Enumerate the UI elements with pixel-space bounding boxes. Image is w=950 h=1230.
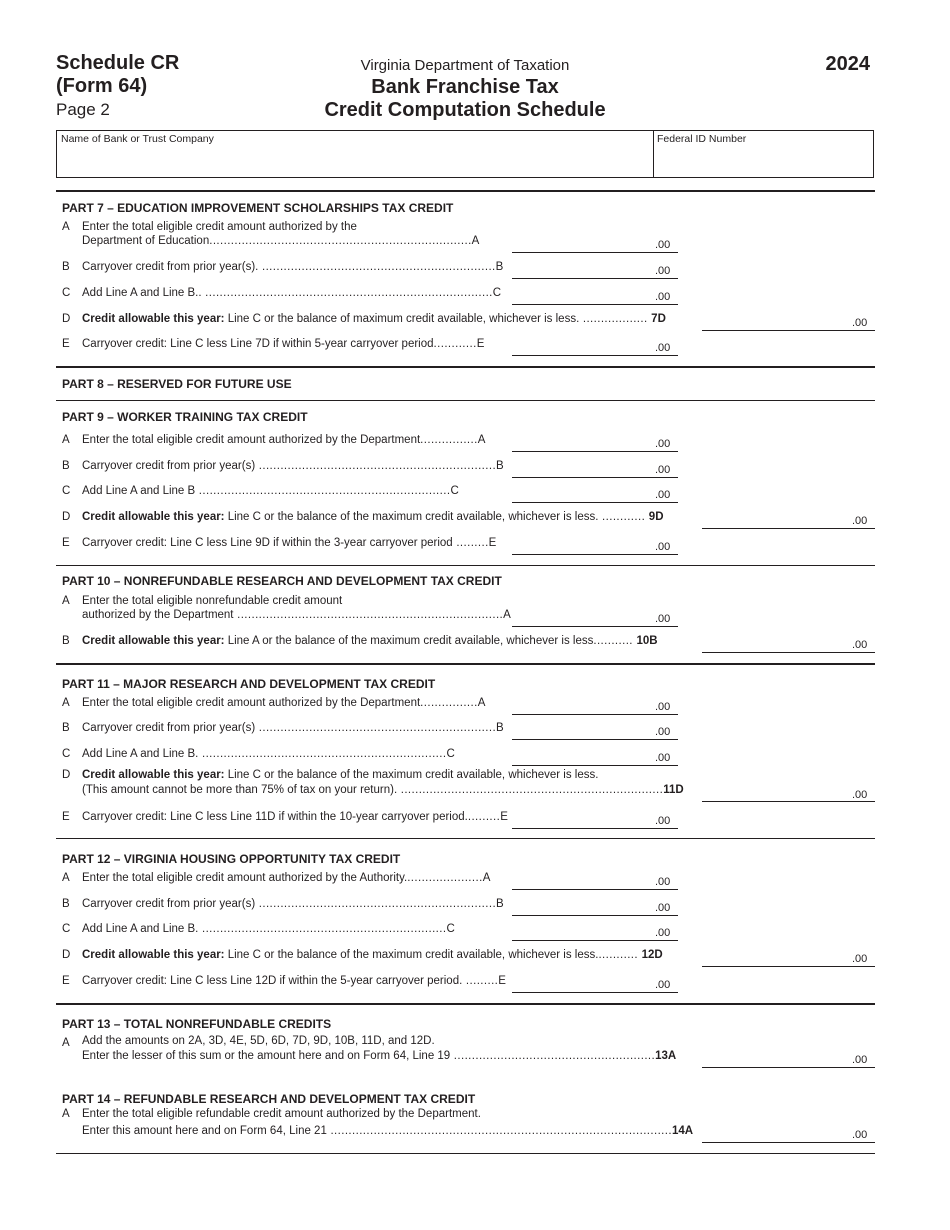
part12-line-c: Add Line A and Line B. ....................................................................C — [82, 923, 455, 935]
line-letter: A — [62, 697, 70, 709]
part14-line-a-text1: Enter the total eligible refundable credit amount authorized by the Department. — [82, 1108, 481, 1120]
line-letter: D — [62, 511, 71, 523]
part7-line-a-input[interactable] — [512, 252, 678, 253]
part7-line-a-text1: Enter the total eligible credit amount authorized by the — [82, 221, 357, 233]
line-letter: B — [62, 261, 70, 273]
cents: .00 — [852, 789, 868, 801]
part8-title: PART 8 – RESERVED FOR FUTURE USE — [62, 377, 292, 391]
cents: .00 — [852, 515, 868, 527]
cents: .00 — [852, 1129, 868, 1141]
part9-line-e-input[interactable] — [512, 554, 678, 555]
id-box-divider — [653, 131, 654, 177]
section-divider — [56, 1153, 875, 1154]
schedule-title — [56, 52, 179, 98]
form-title-line1: Bank Franchise Tax — [371, 76, 559, 98]
part9-line-a: Enter the total eligible credit amount authorized by the Department................A — [82, 434, 486, 446]
part9-title: PART 9 – WORKER TRAINING TAX CREDIT — [62, 410, 308, 424]
part13-title: PART 13 – TOTAL NONREFUNDABLE CREDITS — [62, 1017, 332, 1031]
part10-line-b: Credit allowable this year: Line A or the balance of the maximum credit available, whichever is less........... 10B — [82, 635, 658, 647]
part9-line-9d-input[interactable] — [702, 528, 875, 529]
line-letter: B — [62, 722, 70, 734]
part11-line-a-input[interactable] — [512, 714, 678, 715]
part7-line-c: Add Line A and Line B.. ................................................................................C — [82, 287, 502, 299]
section-divider — [56, 400, 875, 401]
part12-line-c-input[interactable] — [512, 940, 678, 941]
cents: .00 — [655, 438, 671, 450]
part14-line-a: Enter this amount here and on Form 64, Line 21 ...............................................................................................14A — [82, 1125, 694, 1137]
section-divider — [56, 190, 875, 192]
cents: .00 — [655, 927, 671, 939]
part11-line-b: Carryover credit from prior year(s) ..................................................................B — [82, 722, 504, 734]
agency-name: Virginia Department of Taxation — [360, 57, 570, 74]
part7-line-e: Carryover credit: Line C less Line 7D if within 5-year carryover period............E — [82, 338, 485, 350]
line-letter: E — [62, 811, 70, 823]
part9-line-a-input[interactable] — [512, 451, 678, 452]
line-letter: A — [62, 1037, 70, 1049]
part7-line-e-input[interactable] — [512, 355, 678, 356]
section-divider — [56, 838, 875, 839]
part12-line-e: Carryover credit: Line C less Line 12D if within the 5-year carryover period. .........E — [82, 975, 506, 987]
part9-line-b-input[interactable] — [512, 477, 678, 478]
line-letter: B — [62, 635, 70, 647]
cents: .00 — [655, 239, 671, 251]
line-letter: D — [62, 769, 71, 781]
part9-line-b: Carryover credit from prior year(s) ..................................................................B — [82, 460, 504, 472]
part9-line-c-input[interactable] — [512, 502, 678, 503]
cents: .00 — [655, 541, 671, 553]
line-letter: E — [62, 975, 70, 987]
line-letter: C — [62, 923, 71, 935]
section-divider — [56, 366, 875, 368]
line-letter: C — [62, 287, 71, 299]
part7-line-a: Department of Education.........................................................................A — [82, 235, 480, 247]
line-letter: A — [62, 595, 70, 607]
cents: .00 — [655, 876, 671, 888]
section-divider — [56, 565, 875, 566]
cents: .00 — [655, 979, 671, 991]
part10-line-10b-input[interactable] — [702, 652, 875, 653]
page-number: Page 2 — [56, 100, 110, 119]
part12-line-b-input[interactable] — [512, 915, 678, 916]
part12-line-b: Carryover credit from prior year(s) ..................................................................B — [82, 898, 504, 910]
line-letter: A — [62, 434, 70, 446]
part12-line-12d-input[interactable] — [702, 966, 875, 967]
part10-line-a-text1: Enter the total eligible nonrefundable credit amount — [82, 595, 343, 607]
part13-line-a-text1: Add the amounts on 2A, 3D, 4E, 5D, 6D, 7D, 9D, 10B, 11D, and 12D. — [82, 1035, 435, 1047]
schedule-name: Schedule CR — [56, 52, 180, 74]
line-letter: D — [62, 949, 71, 961]
part14-line-14a-input[interactable] — [702, 1142, 875, 1143]
part11-line-11d-input[interactable] — [702, 801, 875, 802]
part11-title: PART 11 – MAJOR RESEARCH AND DEVELOPMENT TAX CREDIT — [62, 677, 436, 691]
part7-line-b: Carryover credit from prior year(s). .................................................................B — [82, 261, 504, 273]
part10-line-a: authorized by the Department ..........................................................................A — [82, 609, 511, 621]
cents: .00 — [655, 342, 671, 354]
fein-label: Federal ID Number — [657, 133, 747, 145]
bank-name-label: Name of Bank or Trust Company — [61, 133, 214, 145]
part7-title: PART 7 – EDUCATION IMPROVEMENT SCHOLARSHIPS TAX CREDIT — [62, 201, 454, 215]
part11-line-e-input[interactable] — [512, 828, 678, 829]
part11-line-c: Add Line A and Line B. ....................................................................C — [82, 748, 455, 760]
cents: .00 — [655, 265, 671, 277]
line-letter: B — [62, 898, 70, 910]
fein-field[interactable] — [657, 133, 746, 145]
part7-line-7d-input[interactable] — [702, 330, 875, 331]
part10-line-a-input[interactable] — [512, 626, 678, 627]
form-title-line2: Credit Computation Schedule — [324, 99, 606, 121]
cents: .00 — [655, 489, 671, 501]
part10-title: PART 10 – NONREFUNDABLE RESEARCH AND DEVELOPMENT TAX CREDIT — [62, 574, 502, 588]
cents: .00 — [655, 726, 671, 738]
cents: .00 — [655, 815, 671, 827]
line-letter: C — [62, 485, 71, 497]
part7-line-c-input[interactable] — [512, 304, 678, 305]
section-divider — [56, 1003, 875, 1005]
tax-year: 2024 — [825, 53, 870, 75]
part11-line-b-input[interactable] — [512, 739, 678, 740]
cents: .00 — [655, 613, 671, 625]
line-letter: C — [62, 748, 71, 760]
cents: .00 — [655, 464, 671, 476]
line-letter: E — [62, 338, 70, 350]
line-letter: B — [62, 460, 70, 472]
part12-line-a: Enter the total eligible credit amount authorized by the Authority......................A — [82, 872, 491, 884]
cents: .00 — [852, 317, 868, 329]
part13-line-13a-input[interactable] — [702, 1067, 875, 1068]
line-letter: A — [62, 1108, 70, 1120]
part9-line-c: Add Line A and Line B ......................................................................C — [82, 485, 459, 497]
part7-line-d: Credit allowable this year: Line C or the balance of maximum credit available, whichever is less. .................. 7D — [82, 313, 666, 325]
section-divider — [56, 663, 875, 665]
line-letter: A — [62, 221, 70, 233]
cents: .00 — [655, 701, 671, 713]
part9-line-e: Carryover credit: Line C less Line 9D if within the 3-year carryover period .........E — [82, 537, 497, 549]
line-letter: D — [62, 313, 71, 325]
part11-line-e: Carryover credit: Line C less Line 11D if within the 10-year carryover period..........E — [82, 811, 508, 823]
cents: .00 — [655, 291, 671, 303]
line-letter: A — [62, 872, 70, 884]
part12-line-d: Credit allowable this year: Line C or the balance of the maximum credit available, whichever is less............ 12D — [82, 949, 663, 961]
cents: .00 — [852, 639, 868, 651]
line-letter: E — [62, 537, 70, 549]
part9-line-d: Credit allowable this year: Line C or the balance of the maximum credit available, whichever is less. ............ 9D — [82, 511, 664, 523]
part11-line-d: Credit allowable this year: Line C or the balance of the maximum credit available, whichever is less. — [82, 769, 599, 781]
cents: .00 — [852, 953, 868, 965]
part14-title: PART 14 – REFUNDABLE RESEARCH AND DEVELOPMENT TAX CREDIT — [62, 1092, 476, 1106]
taxpayer-id-box — [56, 130, 874, 178]
cents: .00 — [655, 752, 671, 764]
cents: .00 — [852, 1054, 868, 1066]
form-title — [250, 76, 680, 122]
part13-line-a: Enter the lesser of this sum or the amount here and on Form 64, Line 19 ........................................................13A — [82, 1050, 677, 1062]
part12-title: PART 12 – VIRGINIA HOUSING OPPORTUNITY TAX CREDIT — [62, 852, 401, 866]
part12-line-a-input[interactable] — [512, 889, 678, 890]
bank-name-field[interactable] — [61, 133, 214, 145]
form-number: (Form 64) — [56, 75, 148, 97]
part11-line-c-input[interactable] — [512, 765, 678, 766]
part11-line-d-text2: (This amount cannot be more than 75% of tax on your return). .........................................................................11D — [82, 784, 684, 796]
part7-line-b-input[interactable] — [512, 278, 678, 279]
part11-line-a: Enter the total eligible credit amount authorized by the Department................A — [82, 697, 486, 709]
part12-line-e-input[interactable] — [512, 992, 678, 993]
cents: .00 — [655, 902, 671, 914]
